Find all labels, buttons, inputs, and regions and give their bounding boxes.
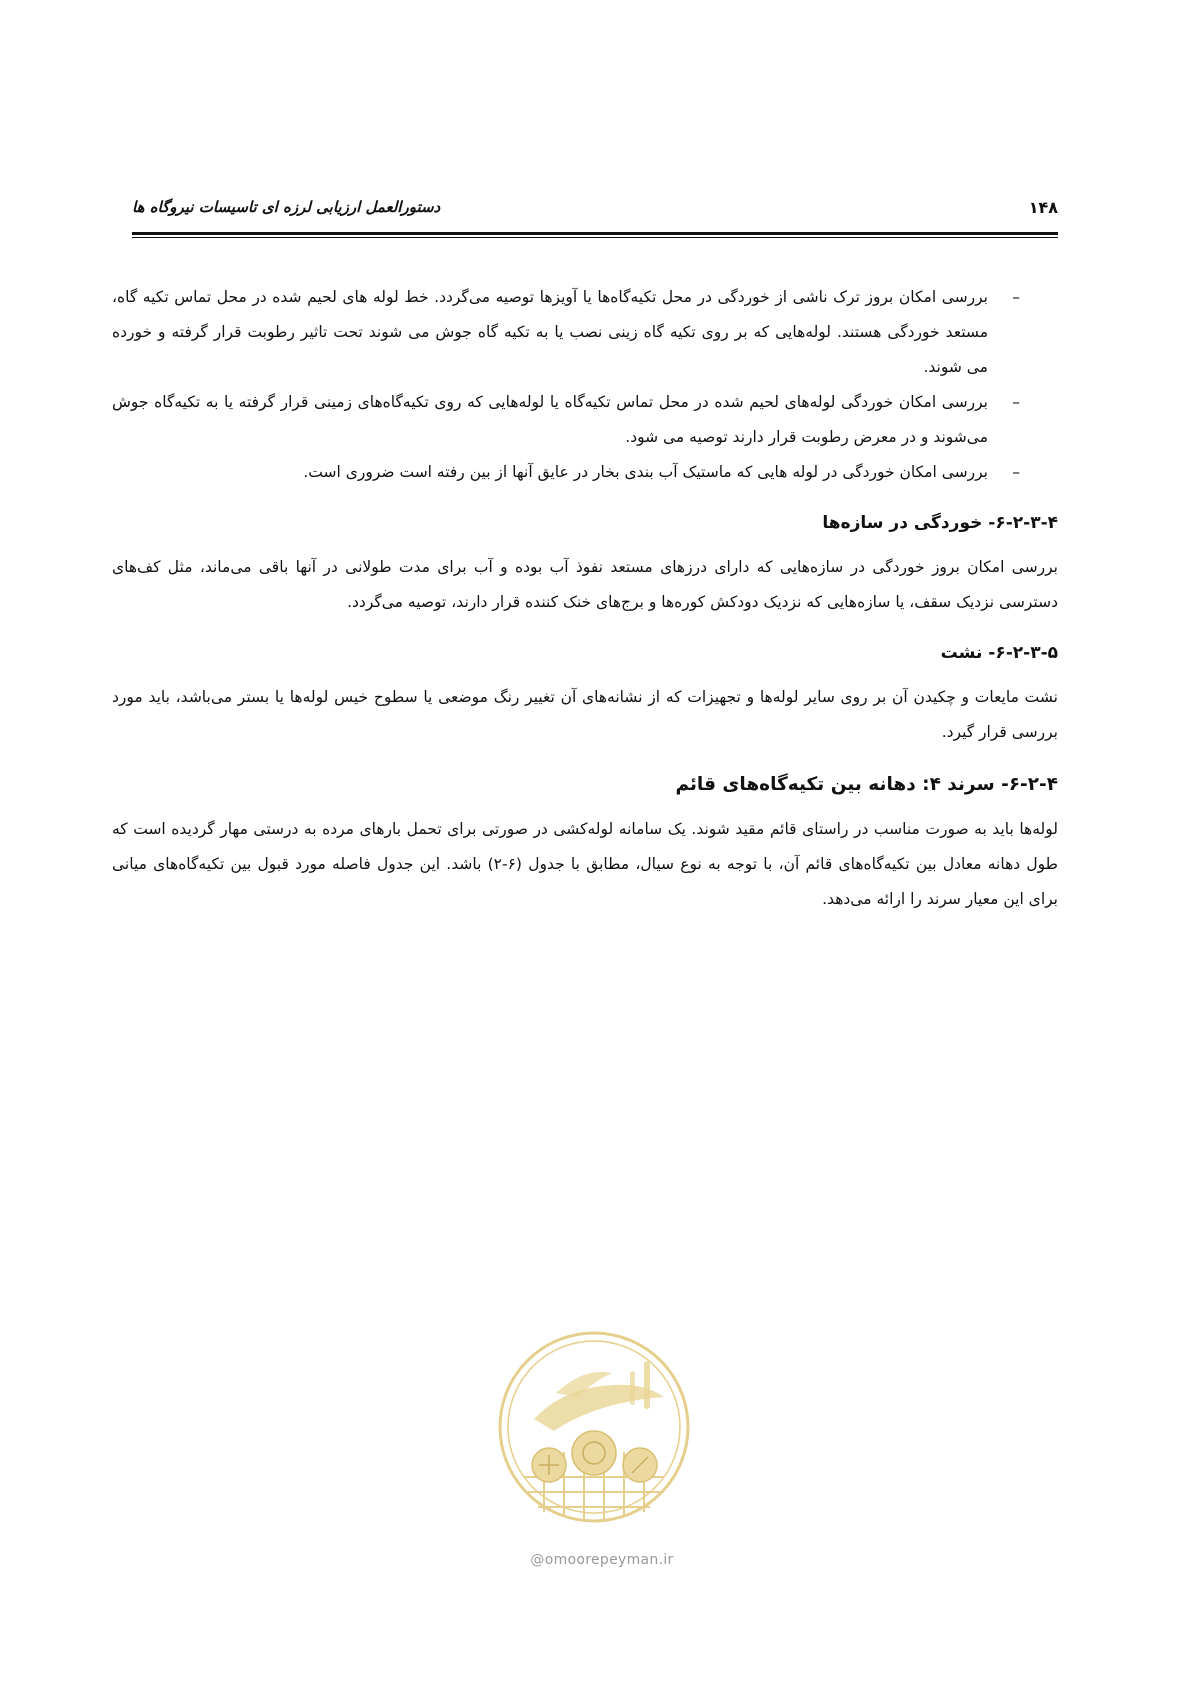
list-item-text: بررسی امکان بروز ترک ناشی از خوردگی در محل تکیه‌گاه‌ها یا آویزها توصیه می‌گردد. خط لوله های لحیم شده در محل تماس تکیه گاه، مستعد خوردگی هستند. لوله‌هایی که بر روی تکیه گاه زینی نصب یا به تکیه گاه جوش می شوند تحت تاثیر رطوبت قرار گرفته و خورده می شوند. bbox=[112, 288, 988, 376]
main-content bbox=[112, 280, 1058, 917]
section-heading-screen-4: ۶-۲-۴- سرند ۴: دهانه بین تکیه‌گاه‌های قائم bbox=[675, 774, 1058, 795]
bullet-list bbox=[112, 280, 1058, 490]
page-header bbox=[132, 198, 1058, 228]
at-icon: @ bbox=[530, 1552, 545, 1568]
section-heading-corrosion-structures: ۶-۲-۳-۴- خوردگی در سازه‌ها bbox=[822, 513, 1058, 533]
section-paragraph: نشت مایعات و چکیدن آن بر روی سایر لوله‌ها و تجهیزات که از نشانه‌های آن تغییر رنگ موضعی یا سطوح خیس لوله‌ها یا بستر می‌باشد، باید مورد بررسی قرار گیرد. bbox=[112, 688, 1058, 741]
list-item bbox=[112, 455, 1058, 490]
bullet-marker: – bbox=[1012, 463, 1020, 481]
section-paragraph: لوله‌ها باید به صورت مناسب در راستای قائم مقید شوند. یک سامانه لوله‌کشی در صورتی برای تحمل بارهای مرده به درستی مهار گردیده است که طول دهانه معادل بین تکیه‌گاه‌های قائم آن، با توجه به نوع سیال، مطابق با جدول (۶-۲) باشد. این جدول فاصله مورد قبول بین تکیه‌گاه‌های میانی برای این معیار سرند را ارائه می‌دهد. bbox=[112, 820, 1058, 908]
bullet-marker: – bbox=[1012, 393, 1020, 411]
watermark-url: @omoorepeyman.ir bbox=[530, 1552, 674, 1568]
header-rule-thin bbox=[132, 237, 1058, 238]
list-item-text: بررسی امکان خوردگی لوله‌های لحیم شده در محل تماس تکیه‌گاه یا لوله‌هایی که روی تکیه‌گاه‌های زمینی قرار گرفته یا به تکیه‌گاه جوش می‌شوند و در معرض رطوبت قرار دارند توصیه می شود. bbox=[112, 393, 988, 446]
page-number: ۱۴۸ bbox=[1028, 198, 1058, 217]
running-title: دستورالعمل ارزیابی لرزه ای تاسیسات نیروگاه ها bbox=[132, 198, 441, 216]
list-item bbox=[112, 385, 1058, 455]
header-rule bbox=[132, 232, 1058, 235]
bullet-marker: – bbox=[1012, 288, 1020, 306]
list-item bbox=[112, 280, 1058, 385]
seal-logo-icon bbox=[494, 1327, 694, 1527]
section-paragraph: بررسی امکان بروز خوردگی در سازه‌هایی که دارای درزهای مستعد نفوذ آب بوده و آب برای مدت طولانی در آنها باقی می‌ماند، مثل کف‌های دسترسی نزدیک سقف، یا سازه‌هایی که نزدیک دودکش کوره‌ها و برج‌های خنک کننده قرار دارند، توصیه می‌گردد. bbox=[112, 558, 1058, 611]
list-item-text: بررسی امکان خوردگی در لوله هایی که ماستیک آب بندی بخار در عایق آنها از بین رفته است ضروری است. bbox=[303, 463, 988, 481]
section-heading-leakage: ۶-۲-۳-۵- نشت bbox=[940, 643, 1058, 663]
